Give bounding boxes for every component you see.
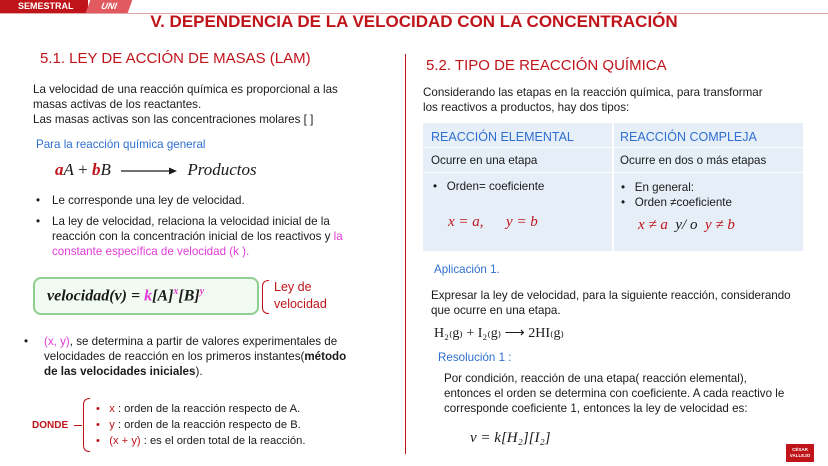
bullet-text-bold: de las velocidades iniciales (44, 365, 196, 378)
donde-key: x (109, 403, 115, 415)
resolution-line: corresponde coeficiente 1, entonces la ley de velocidad es: (444, 402, 748, 415)
law-y: y (199, 286, 205, 297)
list-item: • La ley de velocidad, relaciona la velocidad inicial de la reacción con la concentración inicial de los reactivos y la constante específica de velocidad (k ). (52, 214, 397, 259)
species-A: A (63, 160, 74, 179)
coef-a: a (55, 160, 64, 179)
application-line: Expresar la ley de velocidad, para la siguiente reacción, considerando (431, 289, 791, 302)
column-divider (405, 54, 406, 454)
list-item: • y : orden de la reacción respecto de B. (96, 419, 301, 431)
uni-tag-label: UNI (86, 0, 133, 13)
general-reaction-label: Para la reacción química general (36, 138, 206, 151)
table-header-compleja: REACCIÓN COMPLEJA (620, 130, 757, 144)
eq-part: y/ o (667, 217, 705, 233)
lam-intro (33, 82, 393, 127)
donde-text: : orden de la reacción respecto de A. (114, 403, 301, 415)
law-A: [A] (152, 287, 174, 305)
donde-text: : orden de la reacción respecto de B. (114, 419, 301, 431)
rate-law-equation (47, 286, 204, 305)
species-B: B (100, 160, 111, 179)
donde-bracket (83, 398, 90, 452)
list-item: • (x, y), se determina a partir de valores experimentales de velocidades de reacción en los primeros instantes(método de las velocidades iniciales). (24, 335, 347, 378)
resolution-title: Resolución 1 : (438, 351, 512, 364)
bullet-text: Le corresponde una ley de velocidad. (52, 194, 245, 207)
list-item: • x : orden de la reacción respecto de A. (96, 403, 301, 415)
table-cell: Ocurre en dos o más etapas (620, 154, 767, 167)
lam-intro-line: Las masas activas son las concentraciones molares [ ] (33, 113, 314, 126)
reaction-arrow-icon (121, 166, 177, 176)
law-x: x (173, 286, 179, 297)
section-heading-tipo: 5.2. TIPO DE REACCIÓN QUÍMICA (426, 57, 667, 74)
application-title: Aplicación 1. (434, 263, 500, 276)
bullet-text: reacción con la concentración inicial de los reactivos y (52, 230, 334, 243)
tipo-intro (423, 85, 813, 115)
lam-intro-line: masas activas de los reactantes. (33, 98, 202, 111)
resolution-line: entonces el orden se determina con coeficiente. A cada reactivo le (444, 387, 785, 400)
reaction-equation: H₂₍g₎ + I₂₍g₎ ⟶ 2HI₍g₎ (434, 326, 564, 341)
bullet-text: ). (195, 365, 203, 378)
rate-law-box (33, 277, 259, 315)
donde-key: (x + y) (109, 435, 141, 447)
law-label-line: velocidad (274, 297, 327, 311)
bullet-text-bold: método (304, 350, 347, 363)
bullet-text-highlight: constante específica de velocidad (k ). (52, 245, 250, 258)
elemental-order-equation: x = a, y = b (448, 214, 538, 230)
lam-intro-line: La velocidad de una reacción química es proporcional a las (33, 83, 338, 96)
cesar-vallejo-logo (786, 444, 814, 462)
donde-connector (74, 425, 82, 426)
bullet-text: , se determina a partir de valores experimentales de (69, 335, 338, 348)
logo-line: VALLEJO (789, 453, 811, 458)
plus-sign: + (73, 160, 92, 179)
application-text (431, 288, 823, 318)
bullet-text: velocidades de reacción en los primeros instantes( (44, 350, 305, 363)
law-lhs: velocidad(v) = (47, 287, 145, 305)
donde-list (96, 401, 305, 449)
section-heading-lam: 5.1. LEY DE ACCIÓN DE MASAS (LAM) (40, 50, 311, 67)
table-header-elemental: REACCIÓN ELEMENTAL (431, 130, 574, 144)
law-label (274, 279, 327, 313)
tipo-intro-line: los reactivos a productos, hay dos tipos: (423, 101, 630, 114)
donde-key: y (109, 419, 115, 431)
law-B: [B] (178, 287, 200, 305)
table-cell: • En general: • Orden ≠coeficiente (621, 181, 732, 209)
resolution-rate-law: v = k[H₂][I₂] (470, 430, 551, 446)
donde-text: : es el orden total de la reacción. (140, 435, 306, 447)
tipo-intro-line: Considerando las etapas en la reacción química, para transformar (423, 86, 763, 99)
application-line: que ocurre en una etapa. (431, 304, 561, 317)
cell-text: Orden= coeficiente (446, 180, 545, 193)
table-cell: • Orden= coeficiente (433, 180, 545, 193)
donde-label: DONDE (32, 420, 69, 431)
compleja-order-equation (638, 217, 735, 234)
eq-part: x ≠ a (638, 217, 668, 233)
eq-part: y ≠ b (704, 217, 735, 233)
cell-text: En general: (634, 181, 695, 194)
bullet-text: La ley de velocidad, relaciona la velocidad inicial de la (52, 215, 330, 228)
xy-highlight: (x, y) (44, 335, 70, 348)
law-label-bracket (262, 280, 269, 314)
coef-b: b (91, 160, 101, 179)
table-rule (612, 123, 614, 251)
logo-line: CÉSAR (792, 447, 808, 452)
list-item: • (x + y) : es el orden total de la reacción. (96, 435, 306, 447)
general-reaction-equation (55, 160, 257, 180)
semester-tag-label: SEMESTRAL (0, 0, 88, 13)
page-title: V. DEPENDENCIA DE LA VELOCIDAD CON LA CONCENTRACIÓN (150, 12, 678, 31)
products: Productos (187, 160, 257, 179)
table-cell: Ocurre en una etapa (431, 154, 538, 167)
cell-text: Orden ≠coeficiente (634, 196, 732, 209)
law-k: k (144, 287, 153, 305)
resolution-line: Por condición, reacción de una etapa( reacción elemental), (444, 372, 747, 385)
resolution-text (444, 371, 824, 416)
bullet-text-highlight: la (333, 230, 343, 243)
list-item: • Le corresponde una ley de velocidad. (36, 194, 245, 207)
law-label-line: Ley de (274, 280, 312, 294)
